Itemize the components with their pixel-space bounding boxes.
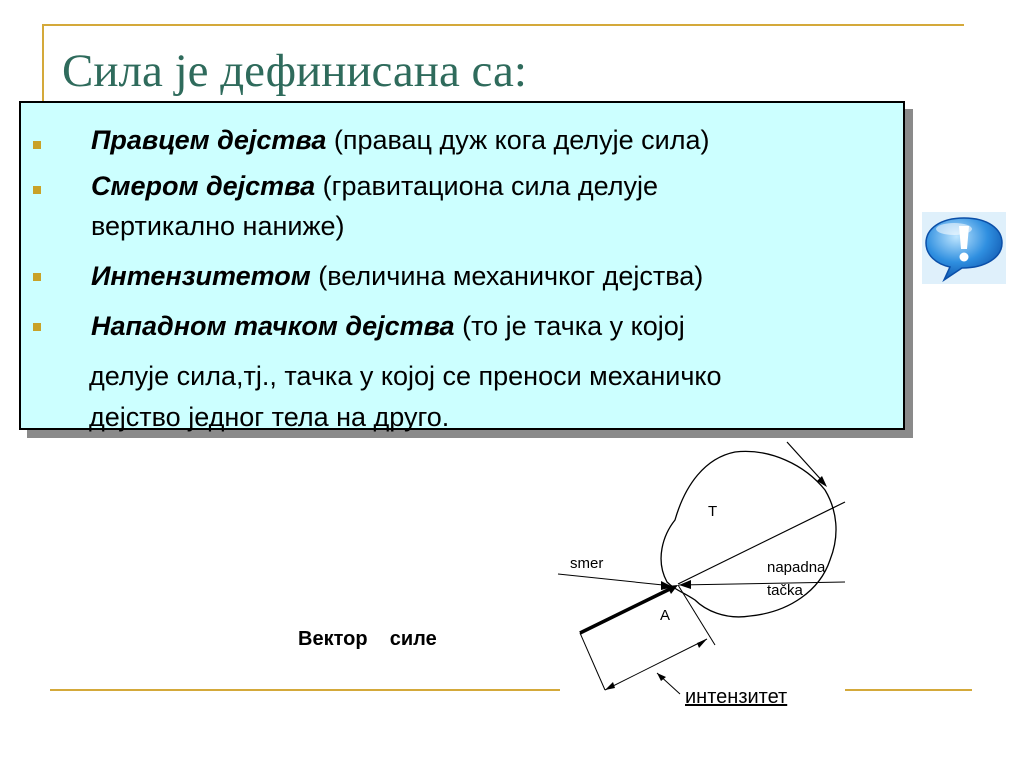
item-desc: (величина механичког дејства)	[310, 261, 704, 291]
body-outline	[661, 451, 836, 616]
list-item	[91, 257, 703, 295]
item-continuation: вертикално наниже)	[91, 211, 345, 241]
point-a-label: A	[660, 607, 671, 624]
item-term: Интензитетом	[91, 261, 311, 291]
list-item	[91, 167, 658, 205]
item-term: Нападном тачком дејства	[91, 311, 455, 341]
bottom-rule-left	[50, 689, 560, 691]
intensity-label: интензитет	[685, 686, 788, 708]
top-rule	[42, 24, 964, 26]
list-item	[91, 121, 710, 159]
item-term: Смером дејства	[91, 171, 316, 201]
point-label-line1: napadna	[767, 559, 826, 576]
list-item	[91, 307, 685, 345]
item-desc: (гравитациона сила делује	[315, 171, 659, 201]
vector-caption: Вектор силе	[298, 628, 437, 650]
body-label: T	[708, 503, 718, 520]
force-vector	[580, 588, 672, 633]
item-continuation: дејство једног тела на друго.	[89, 402, 450, 432]
definition-box	[19, 101, 905, 430]
speech-bubble-exclamation-icon	[922, 212, 1006, 284]
point-label-line2: tačka	[767, 582, 803, 599]
slide-title: Сила је дефинисана са:	[62, 45, 527, 97]
force-diagram	[555, 440, 855, 715]
bullet-icon	[33, 273, 41, 281]
bottom-rule-right	[845, 689, 972, 691]
point-arrow-head	[679, 580, 691, 589]
item-continuation: делује сила,тј., тачка у којој се преноси механичко	[89, 361, 722, 391]
item-term: Правцем дејства	[91, 125, 327, 155]
item-desc: (то је тачка у којој	[454, 311, 685, 341]
bullet-icon	[33, 186, 41, 194]
bullet-icon	[33, 323, 41, 331]
direction-label: smer	[570, 555, 604, 572]
bullet-icon	[33, 141, 41, 149]
item-desc: (правац дуж кога делује сила)	[326, 125, 710, 155]
